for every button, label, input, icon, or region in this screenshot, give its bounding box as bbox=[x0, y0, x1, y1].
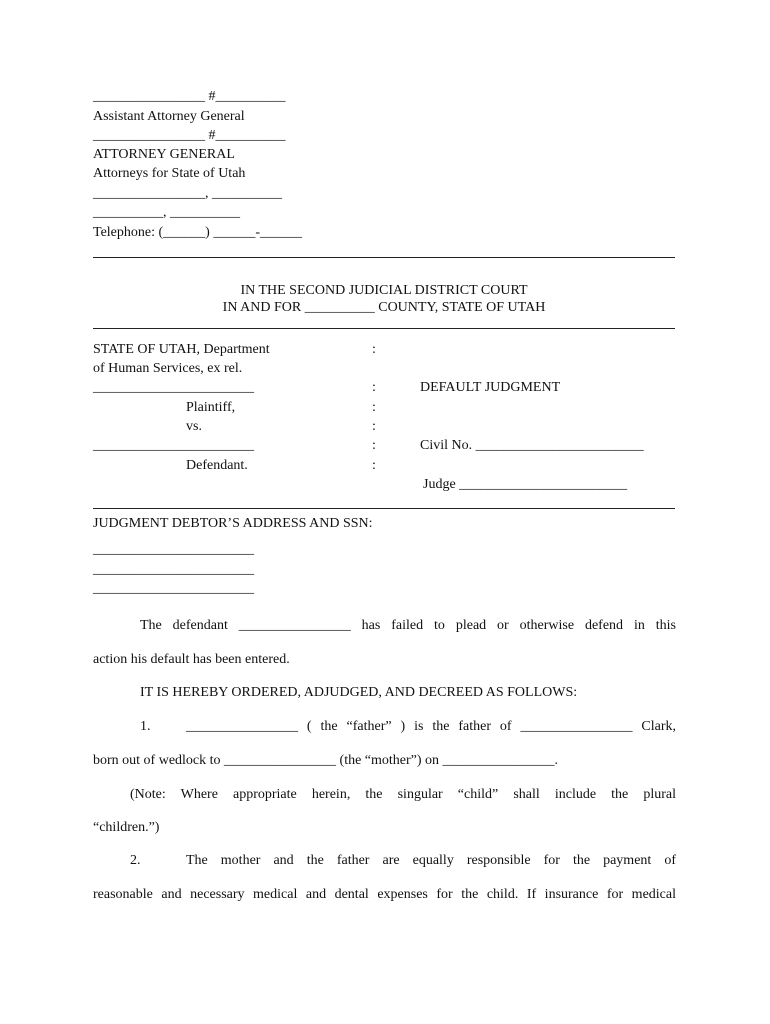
item2-line1: The mother and the father are equally responsible for the payment of bbox=[186, 853, 676, 868]
note-line2: “children.”) bbox=[93, 820, 160, 835]
plaintiff-name-line1: STATE OF UTAH, Department bbox=[93, 342, 270, 357]
telephone-line: Telephone: (______) ______-______ bbox=[93, 225, 302, 240]
plaintiff-name-line2: of Human Services, ex rel. bbox=[93, 361, 243, 376]
attorney-general-label: ATTORNEY GENERAL bbox=[93, 147, 235, 162]
defendant-blank: _______________________ bbox=[93, 438, 254, 453]
caption-colon: : bbox=[372, 438, 376, 453]
default-paragraph-line1: The defendant ________________ has failed to plead or otherwise defend in this bbox=[140, 618, 676, 633]
caption-colon: : bbox=[372, 380, 376, 395]
header-divider bbox=[93, 257, 675, 258]
plaintiff-label: Plaintiff, bbox=[186, 400, 236, 415]
attorney-name-line: ________________ #__________ bbox=[93, 89, 286, 104]
item2-number: 2. bbox=[130, 853, 141, 868]
assistant-attorney-general-label: Assistant Attorney General bbox=[93, 109, 245, 124]
judge-line: Judge ________________________ bbox=[423, 477, 628, 492]
city-state-line: __________, __________ bbox=[93, 205, 240, 220]
item1-line1: ________________ ( the “father” ) is the father of ________________ Clark, bbox=[186, 719, 676, 734]
caption-bottom-divider bbox=[93, 508, 675, 509]
court-name: IN THE SECOND JUDICIAL DISTRICT COURT bbox=[240, 283, 528, 298]
debtor-heading: JUDGMENT DEBTOR’S ADDRESS AND SSN: bbox=[93, 516, 373, 531]
caption-colon: : bbox=[372, 458, 376, 473]
document-title: DEFAULT JUDGMENT bbox=[420, 380, 561, 395]
item1-line2: born out of wedlock to ________________ (the “mother”) on ________________. bbox=[93, 753, 559, 768]
note-line1: (Note: Where appropriate herein, the singular “child” shall include the plural bbox=[130, 787, 676, 802]
versus-label: vs. bbox=[186, 419, 202, 434]
default-paragraph-line2: action his default has been entered. bbox=[93, 652, 290, 667]
plaintiff-blank: _______________________ bbox=[93, 380, 254, 395]
caption-top-divider bbox=[93, 328, 675, 329]
item2-line2: reasonable and necessary medical and dental expenses for the child. If insurance for medical bbox=[93, 887, 676, 902]
civil-number: Civil No. ________________________ bbox=[420, 438, 644, 453]
debtor-address-line: _______________________ bbox=[93, 581, 254, 596]
debtor-address-line: _______________________ bbox=[93, 562, 254, 577]
debtor-address-line: _______________________ bbox=[93, 542, 254, 557]
court-county: IN AND FOR __________ COUNTY, STATE OF UTAH bbox=[222, 300, 546, 315]
caption-colon: : bbox=[372, 419, 376, 434]
caption-colon: : bbox=[372, 342, 376, 357]
defendant-label: Defendant. bbox=[186, 458, 248, 473]
caption-colon: : bbox=[372, 400, 376, 415]
address-line: ________________, __________ bbox=[93, 186, 282, 201]
item1-number: 1. bbox=[140, 719, 151, 734]
ordered-heading: IT IS HEREBY ORDERED, ADJUDGED, AND DECREED AS FOLLOWS: bbox=[140, 685, 578, 700]
attorney-general-name-line: ________________ #__________ bbox=[93, 128, 286, 143]
attorneys-for-label: Attorneys for State of Utah bbox=[93, 166, 246, 181]
